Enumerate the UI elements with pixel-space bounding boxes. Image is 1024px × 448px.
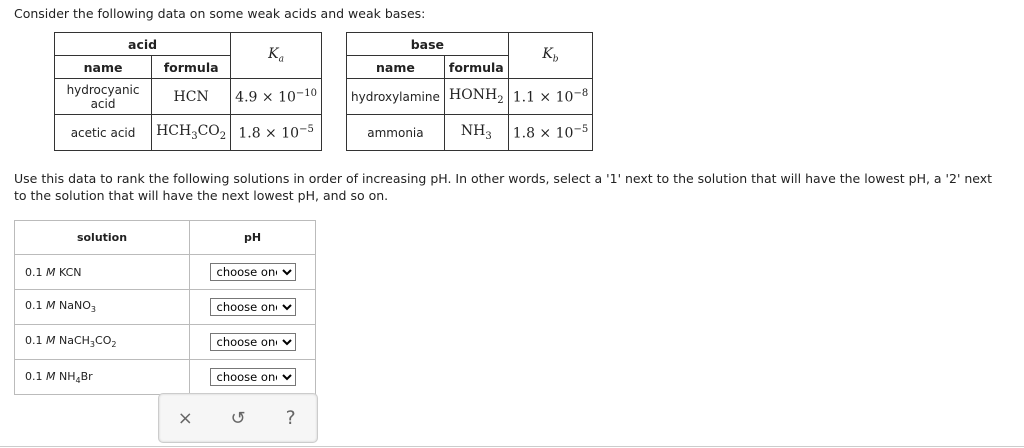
action-bar xyxy=(158,393,318,443)
base-formula-header: formula xyxy=(444,56,508,79)
bottom-divider xyxy=(0,446,1024,447)
ph-cell xyxy=(190,325,316,360)
solution-label: 0.1 M $NH_4Br$ xyxy=(15,360,190,395)
acid-table xyxy=(54,32,322,151)
acid-name: hydrocyanic acid xyxy=(55,79,152,115)
acid-ka: $4.9 \times 10^{-10}$ xyxy=(231,79,322,115)
clear-button[interactable]: × xyxy=(177,407,193,429)
acid-ka: $1.8 \times 10^{-5}$ xyxy=(231,115,322,151)
base-name-header: name xyxy=(347,56,445,79)
ph-rank-select[interactable] xyxy=(210,263,296,281)
acid-name-header: name xyxy=(55,56,152,79)
base-name: ammonia xyxy=(347,115,445,151)
undo-button[interactable]: ↺ xyxy=(230,407,246,429)
kb-header: $K_b$ xyxy=(508,33,592,79)
base-kb: $1.1 \times 10^{-8}$ xyxy=(508,79,592,115)
solutions-table xyxy=(14,220,316,395)
acid-header: acid xyxy=(55,33,231,56)
table-row xyxy=(15,360,316,395)
acid-formula: HCN xyxy=(152,79,231,115)
base-table xyxy=(346,32,593,151)
table-row xyxy=(15,255,316,290)
ph-rank-select[interactable] xyxy=(210,333,296,351)
table-row xyxy=(15,325,316,360)
acid-name: acetic acid xyxy=(55,115,152,151)
ph-rank-select[interactable] xyxy=(210,298,296,316)
table-row xyxy=(15,290,316,325)
base-formula: $NH_3$ xyxy=(444,115,508,151)
base-kb: $1.8 \times 10^{-5}$ xyxy=(508,115,592,151)
base-name: hydroxylamine xyxy=(347,79,445,115)
base-formula: $HONH_2$ xyxy=(444,79,508,115)
acid-formula: $HCH_3CO_2$ xyxy=(152,115,231,151)
instructions-text: Use this data to rank the following solutions in order of increasing pH. In other words, select a '1' next to the solution that will have the lowest pH, a '2' next to the solution that will have the next lowest pH, and so on. xyxy=(14,171,993,203)
ph-header: pH xyxy=(190,221,316,255)
base-header: base xyxy=(347,33,509,56)
ka-header: $K_a$ xyxy=(231,33,322,79)
intro-text: Consider the following data on some weak acids and weak bases: xyxy=(14,6,426,21)
acid-formula-header: formula xyxy=(152,56,231,79)
solution-header: solution xyxy=(15,221,190,255)
ph-cell xyxy=(190,360,316,395)
ph-cell xyxy=(190,290,316,325)
solution-label: 0.1 M $NaCH_3CO_2$ xyxy=(15,325,190,360)
solution-label: 0.1 M KCN xyxy=(15,255,190,290)
ph-rank-select[interactable] xyxy=(210,368,296,386)
solution-label: 0.1 M NaNO$_3$ xyxy=(15,290,190,325)
ph-cell xyxy=(190,255,316,290)
help-button[interactable]: ? xyxy=(285,407,296,429)
